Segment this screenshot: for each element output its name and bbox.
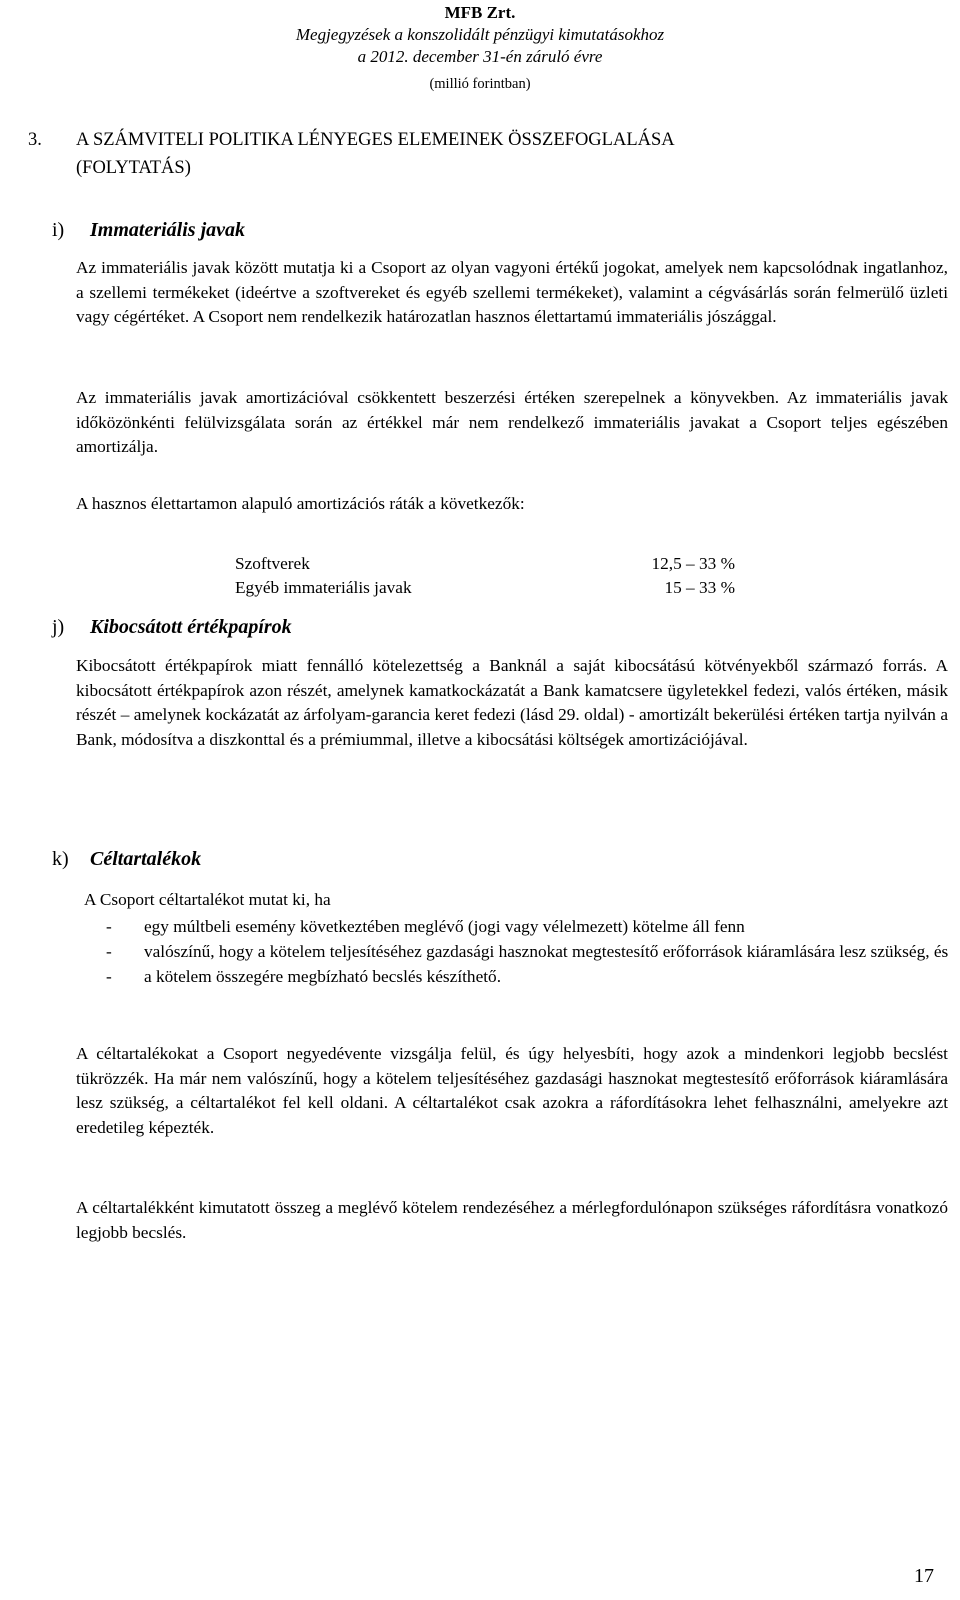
currency-unit: (millió forintban) bbox=[429, 76, 531, 92]
provisions-conditions-list bbox=[106, 914, 956, 989]
company-name: MFB Zrt. bbox=[444, 3, 516, 22]
main-title-number: 3. bbox=[28, 130, 42, 150]
heading-title: Kibocsátott értékpapírok bbox=[90, 616, 292, 638]
rate-row bbox=[235, 576, 735, 600]
heading-title: Céltartalékok bbox=[90, 848, 202, 870]
header-subtitle-line2: a 2012. december 31-én záruló évre bbox=[357, 47, 603, 66]
heading-issued-securities bbox=[52, 614, 912, 640]
list-dash: - bbox=[106, 917, 112, 936]
paragraph-issued-securities: Kibocsátott értékpapírok miatt fennálló kötelezettség a Banknál a saját kibocsátású kötvényekből származó forrás. A kibocsátott értékpapírok azon részét, amelynek kamatkockázatát a Bank kamatcsere ügyletekkel fedezi, valós értéken, másik részét – amelynek kockázatát az árfolyam-garancia keret fedezi (lásd 29. oldal) - amortizált bekerülési értéken tartja nyilván a Bank, módosítva a diszkonttal és a prémiummal, illetve a kibocsátási költségek amortizációjával. bbox=[76, 656, 948, 749]
heading-letter: i) bbox=[52, 219, 65, 241]
heading-letter: k) bbox=[52, 848, 69, 870]
list-item-text: valószínű, hogy a kötelem teljesítéséhez gazdasági hasznokat megtestesítő erőforrások kiáramlására lesz szükség, és bbox=[144, 942, 949, 961]
rate-value: 15 – 33 % bbox=[664, 578, 735, 597]
paragraph-intangibles-amortization: Az immateriális javak amortizációval csökkentett beszerzési értéken szerepelnek a könyvekben. Az immateriális javak időközönkénti felülvizsgálata során az értékkel már nem rendelkező immateriális javakat a Csoport teljes egészében amortizálja. bbox=[76, 388, 948, 456]
rate-value: 12,5 – 33 % bbox=[651, 554, 735, 573]
list-item bbox=[106, 964, 956, 989]
heading-provisions bbox=[52, 846, 912, 872]
main-title-line2: (FOLYTATÁS) bbox=[76, 158, 191, 178]
paragraph-rates-intro: A hasznos élettartamon alapuló amortizációs ráták a következők: bbox=[76, 494, 525, 513]
list-item-text: a kötelem összegére megbízható becslés készíthető. bbox=[144, 967, 502, 986]
amortization-rates-table bbox=[235, 552, 735, 600]
main-title-line1: A SZÁMVITELI POLITIKA LÉNYEGES ELEMEINEK ÖSSZEFOGLALÁSA bbox=[76, 130, 675, 150]
provisions-intro: A Csoport céltartalékot mutat ki, ha bbox=[84, 890, 331, 909]
list-item bbox=[106, 914, 956, 939]
list-item bbox=[106, 939, 956, 964]
page-header bbox=[0, 2, 960, 94]
list-item-text: egy múltbeli esemény következtében meglévő (jogi vagy vélelmezett) kötelme áll fenn bbox=[144, 917, 745, 936]
heading-letter: j) bbox=[52, 616, 65, 638]
paragraph-provisions-amount: A céltartalékként kimutatott összeg a meglévő kötelem rendezéséhez a mérlegfordulónapon szükséges ráfordításra vonatkozó legjobb becslés. bbox=[76, 1198, 948, 1242]
paragraph-intangibles-definition: Az immateriális javak között mutatja ki a Csoport az olyan vagyoni értékű jogokat, amelyek nem kapcsolódnak ingatlanhoz, a szellemi termékeket (ideértve a szoftvereket és egyéb szellemi termékeket), valamint a cégvásárlás során felmerülő üzleti vagy cégértéket. A Csoport nem rendelkezik határozatlan hasznos élettartamú immateriális jószággal. bbox=[76, 258, 948, 326]
list-dash: - bbox=[106, 942, 112, 961]
heading-intangible-assets bbox=[52, 217, 912, 243]
header-subtitle-line1: Megjegyzések a konszolidált pénzügyi kimutatásokhoz bbox=[295, 25, 665, 44]
rate-row bbox=[235, 552, 735, 576]
section-main-title bbox=[28, 126, 928, 182]
page-number: 17 bbox=[914, 1565, 934, 1587]
rate-label: Egyéb immateriális javak bbox=[235, 578, 412, 597]
heading-title: Immateriális javak bbox=[90, 219, 245, 241]
list-dash: - bbox=[106, 967, 112, 986]
paragraph-provisions-review: A céltartalékokat a Csoport negyedévente vizsgálja felül, és úgy helyesbíti, hogy azok a mindenkori legjobb becslést tükrözzék. Ha már nem valószínű, hogy a kötelem teljesítéséhez gazdasági hasznokat megtestesítő erőforrások kiáramlására lesz szükség, a céltartalékot fel kell oldani. A céltartalékot csak azokra a ráfordításokra lehet felhasználni, amelyekre azt eredetileg képezték. bbox=[76, 1044, 948, 1137]
rate-label: Szoftverek bbox=[235, 554, 310, 573]
